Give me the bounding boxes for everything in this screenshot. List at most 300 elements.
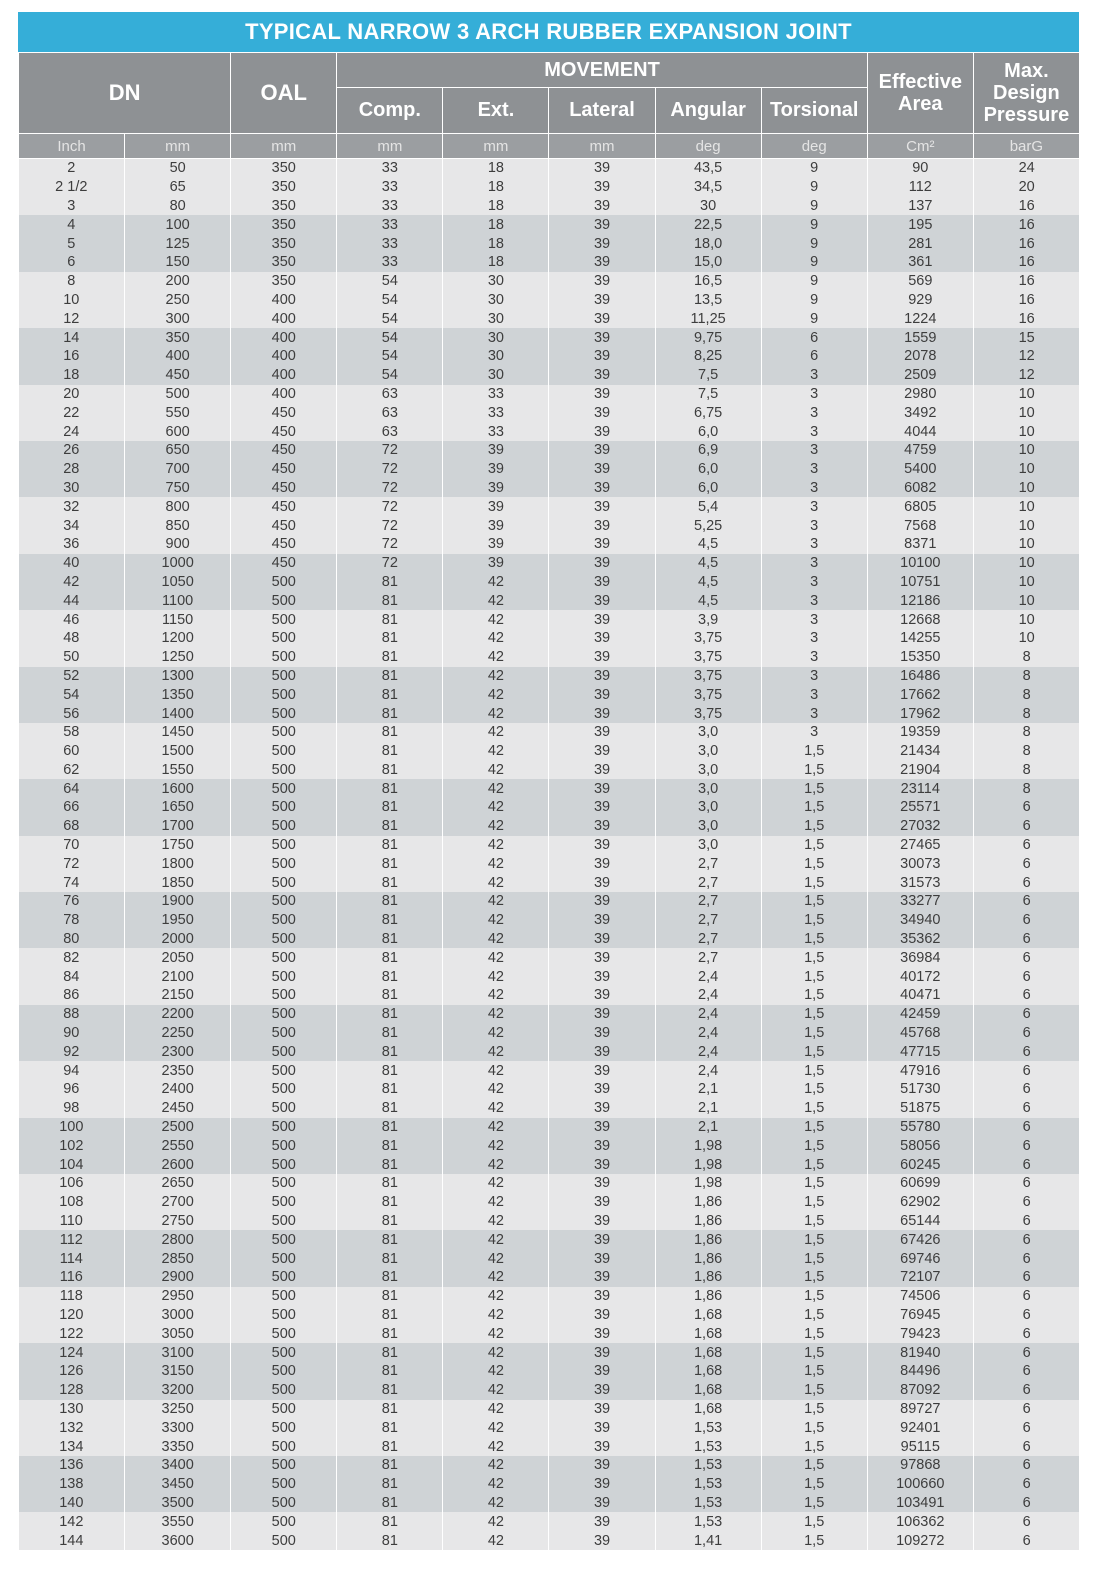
cell-oal: 500 — [231, 1099, 337, 1118]
table-row — [19, 403, 1080, 422]
cell-dn-inch: 94 — [19, 1061, 125, 1080]
cell-effective-area: 19359 — [867, 723, 973, 742]
cell-ext: 42 — [443, 1212, 549, 1231]
cell-max-pressure: 6 — [973, 1136, 1079, 1155]
cell-comp: 81 — [337, 836, 443, 855]
cell-lateral: 39 — [549, 1099, 655, 1118]
cell-lateral: 39 — [549, 1118, 655, 1137]
cell-effective-area: 34940 — [867, 911, 973, 930]
cell-angular: 22,5 — [655, 215, 761, 234]
cell-ext: 42 — [443, 1155, 549, 1174]
cell-dn-mm: 1400 — [125, 704, 231, 723]
cell-dn-inch: 102 — [19, 1136, 125, 1155]
unit-ext: mm — [443, 134, 549, 159]
cell-angular: 2,4 — [655, 1061, 761, 1080]
cell-torsional: 1,5 — [761, 1212, 867, 1231]
cell-torsional: 3 — [761, 422, 867, 441]
cell-dn-mm: 3600 — [125, 1531, 231, 1550]
cell-comp: 72 — [337, 554, 443, 573]
cell-ext: 42 — [443, 610, 549, 629]
cell-comp: 81 — [337, 723, 443, 742]
table-row — [19, 742, 1080, 761]
cell-angular: 1,98 — [655, 1155, 761, 1174]
cell-torsional: 1,5 — [761, 1061, 867, 1080]
cell-lateral: 39 — [549, 779, 655, 798]
cell-dn-inch: 60 — [19, 742, 125, 761]
cell-torsional: 3 — [761, 385, 867, 404]
cell-dn-inch: 108 — [19, 1193, 125, 1212]
cell-dn-mm: 600 — [125, 422, 231, 441]
cell-effective-area: 12186 — [867, 591, 973, 610]
cell-angular: 4,5 — [655, 573, 761, 592]
cell-lateral: 39 — [549, 723, 655, 742]
cell-torsional: 9 — [761, 309, 867, 328]
cell-oal: 350 — [231, 253, 337, 272]
unit-angular: deg — [655, 134, 761, 159]
cell-comp: 81 — [337, 704, 443, 723]
cell-torsional: 1,5 — [761, 1362, 867, 1381]
table-row — [19, 854, 1080, 873]
cell-lateral: 39 — [549, 554, 655, 573]
cell-comp: 81 — [337, 1042, 443, 1061]
cell-torsional: 1,5 — [761, 1287, 867, 1306]
cell-torsional: 1,5 — [761, 1136, 867, 1155]
cell-comp: 81 — [337, 779, 443, 798]
cell-comp: 81 — [337, 1061, 443, 1080]
cell-angular: 3,75 — [655, 648, 761, 667]
cell-angular: 15,0 — [655, 253, 761, 272]
cell-comp: 81 — [337, 1005, 443, 1024]
cell-dn-mm: 2600 — [125, 1155, 231, 1174]
cell-ext: 42 — [443, 892, 549, 911]
cell-dn-mm: 2650 — [125, 1174, 231, 1193]
cell-angular: 2,1 — [655, 1118, 761, 1137]
table-row — [19, 422, 1080, 441]
cell-torsional: 3 — [761, 403, 867, 422]
table-row — [19, 1212, 1080, 1231]
table-row — [19, 591, 1080, 610]
cell-lateral: 39 — [549, 497, 655, 516]
cell-effective-area: 929 — [867, 291, 973, 310]
table-row — [19, 629, 1080, 648]
cell-lateral: 39 — [549, 272, 655, 291]
cell-dn-mm: 3450 — [125, 1475, 231, 1494]
expansion-joint-table — [18, 52, 1080, 1550]
cell-angular: 1,86 — [655, 1268, 761, 1287]
cell-dn-mm: 3050 — [125, 1324, 231, 1343]
cell-max-pressure: 6 — [973, 1306, 1079, 1325]
cell-max-pressure: 6 — [973, 1400, 1079, 1419]
cell-comp: 81 — [337, 1362, 443, 1381]
cell-dn-inch: 20 — [19, 385, 125, 404]
cell-lateral: 39 — [549, 1437, 655, 1456]
cell-angular: 30 — [655, 197, 761, 216]
cell-oal: 450 — [231, 479, 337, 498]
cell-lateral: 39 — [549, 1381, 655, 1400]
table-row — [19, 1512, 1080, 1531]
cell-lateral: 39 — [549, 1362, 655, 1381]
cell-effective-area: 112 — [867, 178, 973, 197]
table-row — [19, 1362, 1080, 1381]
cell-torsional: 1,5 — [761, 986, 867, 1005]
cell-ext: 42 — [443, 873, 549, 892]
cell-oal: 500 — [231, 1494, 337, 1513]
cell-ext: 42 — [443, 1437, 549, 1456]
cell-oal: 500 — [231, 1230, 337, 1249]
cell-oal: 450 — [231, 535, 337, 554]
cell-oal: 500 — [231, 1400, 337, 1419]
cell-max-pressure: 6 — [973, 1268, 1079, 1287]
cell-comp: 54 — [337, 291, 443, 310]
cell-dn-inch: 86 — [19, 986, 125, 1005]
cell-effective-area: 15350 — [867, 648, 973, 667]
cell-dn-mm: 100 — [125, 215, 231, 234]
cell-effective-area: 42459 — [867, 1005, 973, 1024]
cell-effective-area: 17962 — [867, 704, 973, 723]
cell-angular: 3,75 — [655, 685, 761, 704]
cell-oal: 500 — [231, 761, 337, 780]
cell-angular: 2,7 — [655, 930, 761, 949]
cell-comp: 81 — [337, 1174, 443, 1193]
cell-torsional: 3 — [761, 610, 867, 629]
unit-comp: mm — [337, 134, 443, 159]
cell-dn-inch: 66 — [19, 798, 125, 817]
cell-ext: 18 — [443, 197, 549, 216]
cell-lateral: 39 — [549, 573, 655, 592]
cell-dn-mm: 1200 — [125, 629, 231, 648]
cell-dn-mm: 1950 — [125, 911, 231, 930]
cell-dn-mm: 1600 — [125, 779, 231, 798]
cell-lateral: 39 — [549, 1005, 655, 1024]
cell-ext: 42 — [443, 1005, 549, 1024]
cell-effective-area: 87092 — [867, 1381, 973, 1400]
cell-comp: 81 — [337, 1475, 443, 1494]
cell-max-pressure: 6 — [973, 1193, 1079, 1212]
cell-max-pressure: 6 — [973, 1475, 1079, 1494]
cell-oal: 500 — [231, 1024, 337, 1043]
cell-torsional: 1,5 — [761, 1306, 867, 1325]
cell-dn-mm: 150 — [125, 253, 231, 272]
cell-torsional: 1,5 — [761, 1475, 867, 1494]
cell-ext: 42 — [443, 1324, 549, 1343]
cell-oal: 500 — [231, 911, 337, 930]
cell-angular: 3,9 — [655, 610, 761, 629]
cell-comp: 81 — [337, 873, 443, 892]
cell-effective-area: 30073 — [867, 854, 973, 873]
cell-comp: 63 — [337, 385, 443, 404]
cell-torsional: 6 — [761, 347, 867, 366]
cell-effective-area: 137 — [867, 197, 973, 216]
cell-dn-mm: 2400 — [125, 1080, 231, 1099]
cell-dn-inch: 72 — [19, 854, 125, 873]
cell-lateral: 39 — [549, 516, 655, 535]
cell-dn-inch: 8 — [19, 272, 125, 291]
cell-oal: 500 — [231, 930, 337, 949]
cell-dn-mm: 2000 — [125, 930, 231, 949]
cell-torsional: 1,5 — [761, 948, 867, 967]
cell-torsional: 1,5 — [761, 836, 867, 855]
cell-ext: 42 — [443, 1456, 549, 1475]
cell-oal: 500 — [231, 1118, 337, 1137]
cell-torsional: 1,5 — [761, 967, 867, 986]
cell-dn-inch: 36 — [19, 535, 125, 554]
cell-comp: 81 — [337, 1456, 443, 1475]
unit-effective-area: Cm² — [867, 134, 973, 159]
cell-comp: 54 — [337, 309, 443, 328]
cell-angular: 3,0 — [655, 761, 761, 780]
cell-dn-mm: 2350 — [125, 1061, 231, 1080]
cell-comp: 81 — [337, 1324, 443, 1343]
cell-effective-area: 81940 — [867, 1343, 973, 1362]
table-row — [19, 460, 1080, 479]
cell-dn-mm: 2850 — [125, 1249, 231, 1268]
cell-effective-area: 1559 — [867, 328, 973, 347]
cell-ext: 42 — [443, 1362, 549, 1381]
cell-dn-inch: 58 — [19, 723, 125, 742]
cell-effective-area: 21904 — [867, 761, 973, 780]
cell-angular: 2,7 — [655, 892, 761, 911]
cell-dn-inch: 68 — [19, 817, 125, 836]
cell-comp: 81 — [337, 1494, 443, 1513]
cell-lateral: 39 — [549, 1061, 655, 1080]
cell-max-pressure: 6 — [973, 948, 1079, 967]
cell-dn-inch: 46 — [19, 610, 125, 629]
cell-ext: 42 — [443, 1306, 549, 1325]
cell-ext: 18 — [443, 215, 549, 234]
cell-ext: 42 — [443, 1099, 549, 1118]
cell-angular: 2,4 — [655, 1005, 761, 1024]
cell-dn-mm: 700 — [125, 460, 231, 479]
cell-max-pressure: 16 — [973, 309, 1079, 328]
cell-torsional: 1,5 — [761, 854, 867, 873]
cell-max-pressure: 16 — [973, 215, 1079, 234]
cell-dn-mm: 1650 — [125, 798, 231, 817]
cell-dn-mm: 650 — [125, 441, 231, 460]
cell-oal: 500 — [231, 742, 337, 761]
table-row — [19, 1005, 1080, 1024]
unit-lateral: mm — [549, 134, 655, 159]
table-row — [19, 1249, 1080, 1268]
cell-effective-area: 27465 — [867, 836, 973, 855]
cell-max-pressure: 8 — [973, 761, 1079, 780]
cell-lateral: 39 — [549, 1512, 655, 1531]
cell-torsional: 3 — [761, 516, 867, 535]
cell-dn-mm: 2700 — [125, 1193, 231, 1212]
cell-lateral: 39 — [549, 197, 655, 216]
cell-dn-inch: 90 — [19, 1024, 125, 1043]
cell-lateral: 39 — [549, 591, 655, 610]
cell-lateral: 39 — [549, 667, 655, 686]
cell-lateral: 39 — [549, 610, 655, 629]
cell-ext: 30 — [443, 347, 549, 366]
cell-ext: 42 — [443, 1268, 549, 1287]
cell-max-pressure: 8 — [973, 704, 1079, 723]
cell-lateral: 39 — [549, 986, 655, 1005]
cell-comp: 81 — [337, 1287, 443, 1306]
table-row — [19, 1475, 1080, 1494]
cell-torsional: 1,5 — [761, 1193, 867, 1212]
cell-ext: 42 — [443, 817, 549, 836]
cell-lateral: 39 — [549, 422, 655, 441]
cell-dn-mm: 750 — [125, 479, 231, 498]
cell-comp: 81 — [337, 742, 443, 761]
table-row — [19, 1306, 1080, 1325]
cell-dn-inch: 18 — [19, 366, 125, 385]
cell-ext: 42 — [443, 1118, 549, 1137]
cell-dn-mm: 3300 — [125, 1418, 231, 1437]
cell-torsional: 9 — [761, 178, 867, 197]
cell-dn-inch: 3 — [19, 197, 125, 216]
cell-oal: 500 — [231, 1061, 337, 1080]
cell-angular: 6,0 — [655, 460, 761, 479]
cell-max-pressure: 16 — [973, 197, 1079, 216]
cell-dn-mm: 900 — [125, 535, 231, 554]
cell-lateral: 39 — [549, 1155, 655, 1174]
cell-effective-area: 27032 — [867, 817, 973, 836]
cell-oal: 500 — [231, 667, 337, 686]
cell-dn-mm: 1100 — [125, 591, 231, 610]
cell-dn-inch: 2 1/2 — [19, 178, 125, 197]
cell-effective-area: 281 — [867, 234, 973, 253]
cell-effective-area: 47715 — [867, 1042, 973, 1061]
cell-oal: 500 — [231, 1343, 337, 1362]
cell-ext: 39 — [443, 554, 549, 573]
table-row — [19, 178, 1080, 197]
cell-angular: 1,53 — [655, 1456, 761, 1475]
cell-torsional: 1,5 — [761, 1456, 867, 1475]
cell-dn-mm: 450 — [125, 366, 231, 385]
table-row — [19, 234, 1080, 253]
table-row — [19, 1324, 1080, 1343]
cell-ext: 42 — [443, 836, 549, 855]
cell-angular: 3,0 — [655, 798, 761, 817]
cell-torsional: 1,5 — [761, 1494, 867, 1513]
table-row — [19, 1193, 1080, 1212]
table-row — [19, 309, 1080, 328]
cell-torsional: 1,5 — [761, 742, 867, 761]
cell-effective-area: 33277 — [867, 892, 973, 911]
cell-torsional: 3 — [761, 723, 867, 742]
cell-dn-mm: 125 — [125, 234, 231, 253]
cell-lateral: 39 — [549, 1212, 655, 1231]
cell-dn-mm: 800 — [125, 497, 231, 516]
cell-effective-area: 21434 — [867, 742, 973, 761]
cell-angular: 2,4 — [655, 986, 761, 1005]
cell-effective-area: 92401 — [867, 1418, 973, 1437]
cell-max-pressure: 20 — [973, 178, 1079, 197]
cell-dn-mm: 2150 — [125, 986, 231, 1005]
cell-lateral: 39 — [549, 328, 655, 347]
cell-angular: 2,1 — [655, 1080, 761, 1099]
cell-ext: 39 — [443, 535, 549, 554]
cell-oal: 500 — [231, 1155, 337, 1174]
cell-dn-inch: 96 — [19, 1080, 125, 1099]
cell-lateral: 39 — [549, 798, 655, 817]
cell-dn-mm: 2550 — [125, 1136, 231, 1155]
cell-max-pressure: 12 — [973, 347, 1079, 366]
header-angular: Angular — [655, 88, 761, 134]
cell-max-pressure: 6 — [973, 1099, 1079, 1118]
cell-effective-area: 31573 — [867, 873, 973, 892]
cell-torsional: 3 — [761, 441, 867, 460]
cell-oal: 500 — [231, 1306, 337, 1325]
table-row — [19, 911, 1080, 930]
cell-oal: 500 — [231, 873, 337, 892]
cell-torsional: 3 — [761, 704, 867, 723]
cell-max-pressure: 15 — [973, 328, 1079, 347]
cell-torsional: 1,5 — [761, 1174, 867, 1193]
cell-max-pressure: 6 — [973, 1249, 1079, 1268]
table-row — [19, 1400, 1080, 1419]
cell-dn-inch: 10 — [19, 291, 125, 310]
cell-max-pressure: 8 — [973, 723, 1079, 742]
cell-comp: 54 — [337, 347, 443, 366]
cell-comp: 81 — [337, 1080, 443, 1099]
cell-angular: 4,5 — [655, 535, 761, 554]
cell-angular: 18,0 — [655, 234, 761, 253]
cell-dn-inch: 12 — [19, 309, 125, 328]
table-row — [19, 1230, 1080, 1249]
table-row — [19, 648, 1080, 667]
cell-ext: 42 — [443, 685, 549, 704]
cell-effective-area: 10100 — [867, 554, 973, 573]
cell-effective-area: 100660 — [867, 1475, 973, 1494]
cell-max-pressure: 8 — [973, 685, 1079, 704]
cell-ext: 18 — [443, 253, 549, 272]
cell-effective-area: 76945 — [867, 1306, 973, 1325]
cell-lateral: 39 — [549, 911, 655, 930]
cell-effective-area: 6082 — [867, 479, 973, 498]
cell-max-pressure: 6 — [973, 1230, 1079, 1249]
cell-max-pressure: 10 — [973, 573, 1079, 592]
cell-dn-mm: 3000 — [125, 1306, 231, 1325]
cell-dn-mm: 1750 — [125, 836, 231, 855]
cell-lateral: 39 — [549, 648, 655, 667]
header-torsional: Torsional — [761, 88, 867, 134]
cell-dn-inch: 14 — [19, 328, 125, 347]
cell-comp: 63 — [337, 403, 443, 422]
cell-comp: 81 — [337, 1512, 443, 1531]
table-body — [19, 159, 1080, 1550]
cell-max-pressure: 6 — [973, 1531, 1079, 1550]
cell-effective-area: 569 — [867, 272, 973, 291]
cell-ext: 42 — [443, 854, 549, 873]
cell-oal: 500 — [231, 1005, 337, 1024]
cell-dn-inch: 104 — [19, 1155, 125, 1174]
cell-dn-mm: 1300 — [125, 667, 231, 686]
cell-max-pressure: 6 — [973, 836, 1079, 855]
cell-dn-inch: 32 — [19, 497, 125, 516]
cell-comp: 33 — [337, 197, 443, 216]
cell-dn-inch: 140 — [19, 1494, 125, 1513]
cell-dn-mm: 2800 — [125, 1230, 231, 1249]
cell-angular: 7,5 — [655, 366, 761, 385]
table-row — [19, 930, 1080, 949]
table-row — [19, 366, 1080, 385]
cell-torsional: 9 — [761, 291, 867, 310]
cell-ext: 39 — [443, 516, 549, 535]
cell-lateral: 39 — [549, 1174, 655, 1193]
cell-dn-mm: 1850 — [125, 873, 231, 892]
cell-ext: 42 — [443, 986, 549, 1005]
cell-angular: 1,53 — [655, 1494, 761, 1513]
cell-oal: 500 — [231, 798, 337, 817]
cell-lateral: 39 — [549, 1193, 655, 1212]
cell-effective-area: 84496 — [867, 1362, 973, 1381]
table-row — [19, 479, 1080, 498]
cell-oal: 500 — [231, 1475, 337, 1494]
cell-effective-area: 23114 — [867, 779, 973, 798]
